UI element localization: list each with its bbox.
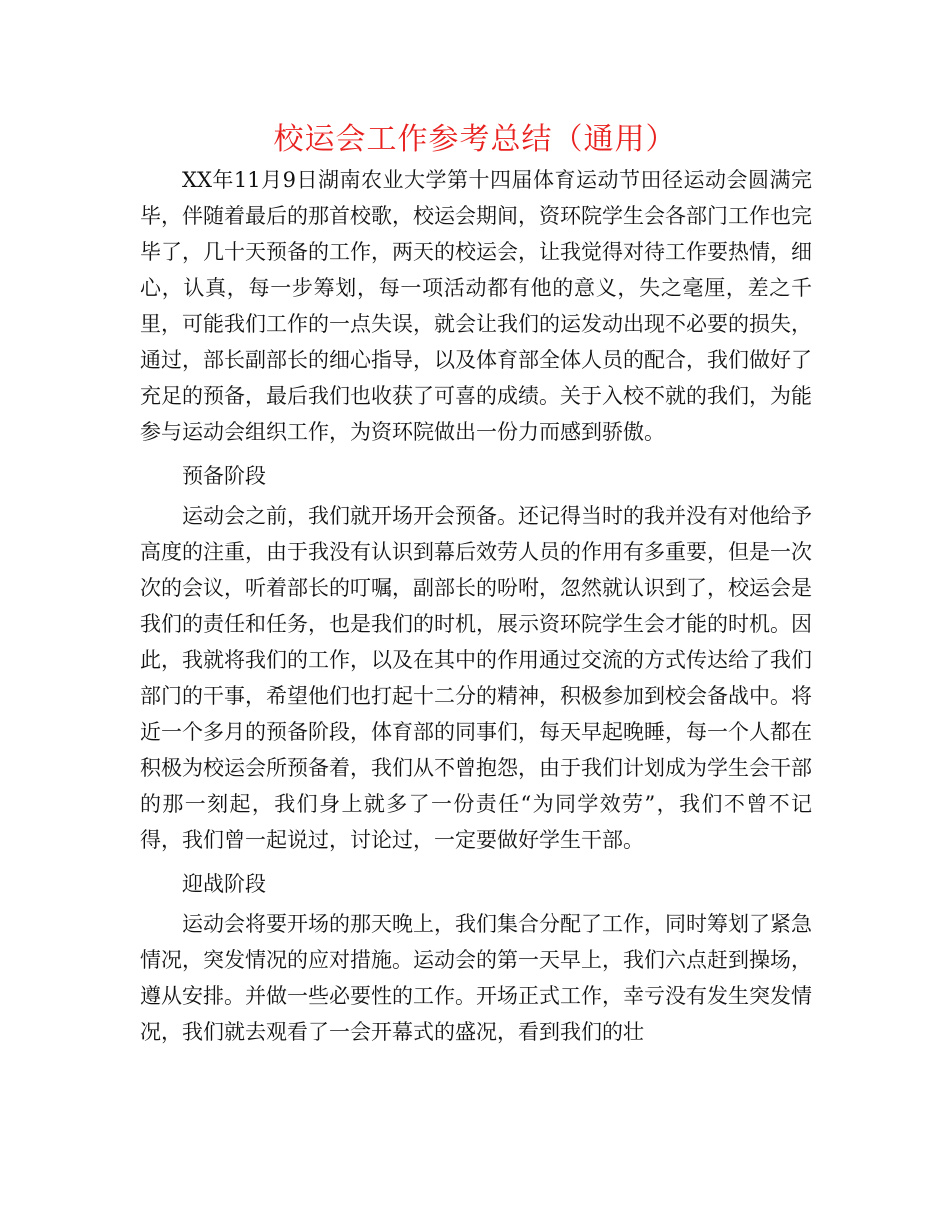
document-title: 校运会工作参考总结（通用） xyxy=(273,122,677,157)
paragraph-intro: XX年11月9日湖南农业大学第十四届体育运动节田径运动会圆满完毕，伴随着最后的那首校歌，校运会期间，资环院学生会各部门工作也完毕了，几十天预备的工作，两天的校运会，让我觉得对待工作要热情，细心，认真，每一步筹划，每一项活动都有他的意义，失之毫厘，差之千里，可能我们工作的一点失误，就会让我们的运发动出现不必要的损失，通过，部长副部长的细心指导，以及体育部全体人员的配合，我们做好了充足的预备，最后我们也收获了可喜的成绩。关于入校不就的我们，为能参与运动会组织工作，为资环院做出一份力而感到骄傲。 xyxy=(140,168,812,444)
paragraph-battle: 运动会将要开场的那天晚上，我们集合分配了工作，同时筹划了紧急情况，突发情况的应对措施。运动会的第一天早上，我们六点赶到操场，遵从安排。并做一些必要性的工作。开场正式工作，幸亏没有发生突发情况，我们就去观看了一会开幕式的盛况，看到我们的壮 xyxy=(140,912,812,1044)
section-heading-battle: 迎战阶段 xyxy=(182,872,266,896)
document-body xyxy=(140,162,812,1050)
paragraph-preparation: 运动会之前，我们就开场开会预备。还记得当时的我并没有对他给予高度的注重，由于我没有认识到幕后效劳人员的作用有多重要，但是一次次的会议，听着部长的叮嘱，副部长的吩咐，忽然就认识到了，校运会是我们的责任和任务，也是我们的时机，展示资环院学生会才能的时机。因此，我就将我们的工作，以及在其中的作用通过交流的方式传达给了我们部门的干事，希望他们也打起十二分的精神，积极参加到校会备战中。将近一个多月的预备阶段，体育部的同事们，每天早起晚睡，每一个人都在积极为校运会所预备着，我们从不曾抱怨，由于我们计划成为学生会干部的那一刻起，我们身上就多了一份责任“为同学效劳”，我们不曾不记得，我们曾一起说过，讨论过，一定要做好学生干部。 xyxy=(140,504,812,852)
section-heading-preparation: 预备阶段 xyxy=(182,464,266,488)
